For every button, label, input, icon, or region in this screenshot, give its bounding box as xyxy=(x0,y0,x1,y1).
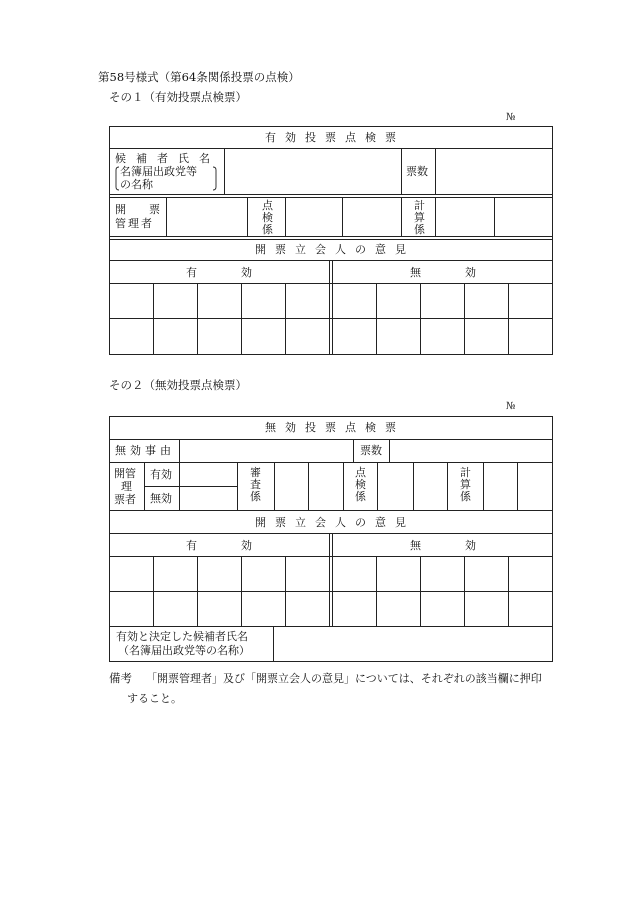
calc-label: 計算係 xyxy=(414,199,425,236)
table1-invalid-label: 無 効 xyxy=(410,266,476,279)
section1-title: その１（有効投票点検票） xyxy=(109,90,247,104)
table2-invalid-label: 無 効 xyxy=(410,539,476,552)
table2-calc-label: 計算係 xyxy=(460,466,471,503)
table2-title: 無効投票点検票 xyxy=(265,421,405,434)
no-mark-2: № xyxy=(506,401,516,412)
invalid-ballot-table-lines xyxy=(109,416,553,662)
votes-label: 票数 xyxy=(406,165,428,178)
table1-witness-label: 開票立会人の意見 xyxy=(255,243,415,256)
form-title: 第58号様式（第64条関係投票の点検） xyxy=(98,70,300,84)
candidate-sub1: 名簿届出政党等 xyxy=(120,165,197,178)
candidate-sub2: の名称 xyxy=(120,178,153,191)
note-line-2: すること。 xyxy=(127,692,182,705)
manager2-label-2: 理 xyxy=(121,480,132,493)
manager2-label-3: 票者 xyxy=(114,493,136,506)
section2-title: その２（無効投票点検票） xyxy=(109,378,247,392)
manager2-label-1: 開管 xyxy=(114,467,136,480)
no-mark-1: № xyxy=(506,112,516,123)
reason-label: 無効事由 xyxy=(115,444,175,457)
invalid-ballot-table xyxy=(109,416,553,662)
decided-sub-label: （名簿届出政党等の名称） xyxy=(118,644,250,657)
manager-label-1: 開 票 xyxy=(115,203,166,216)
table1-valid-label: 有 効 xyxy=(186,266,252,279)
inspection-label: 点検係 xyxy=(262,199,273,236)
table1-title: 有効投票点検票 xyxy=(265,131,405,144)
table2-inspection-label: 点検係 xyxy=(355,466,366,503)
decided-label: 有効と決定した候補者氏名 xyxy=(116,630,248,643)
valid-ballot-table xyxy=(109,126,553,355)
table2-valid-label: 有 効 xyxy=(186,539,252,552)
note-label: 備考 xyxy=(109,671,132,685)
manager-label-2: 管理者 xyxy=(115,217,154,230)
candidate-label: 候補者氏名 xyxy=(115,152,220,165)
review-label: 審査係 xyxy=(250,466,261,503)
table2-votes-label: 票数 xyxy=(360,444,382,457)
valid-small-label: 有効 xyxy=(150,468,172,481)
table2-witness-label: 開票立会人の意見 xyxy=(255,516,415,529)
note-line-1: 「開票管理者」及び「開票立会人の意見」については、それぞれの該当欄に押印 xyxy=(146,672,542,685)
invalid-small-label: 無効 xyxy=(150,492,172,505)
